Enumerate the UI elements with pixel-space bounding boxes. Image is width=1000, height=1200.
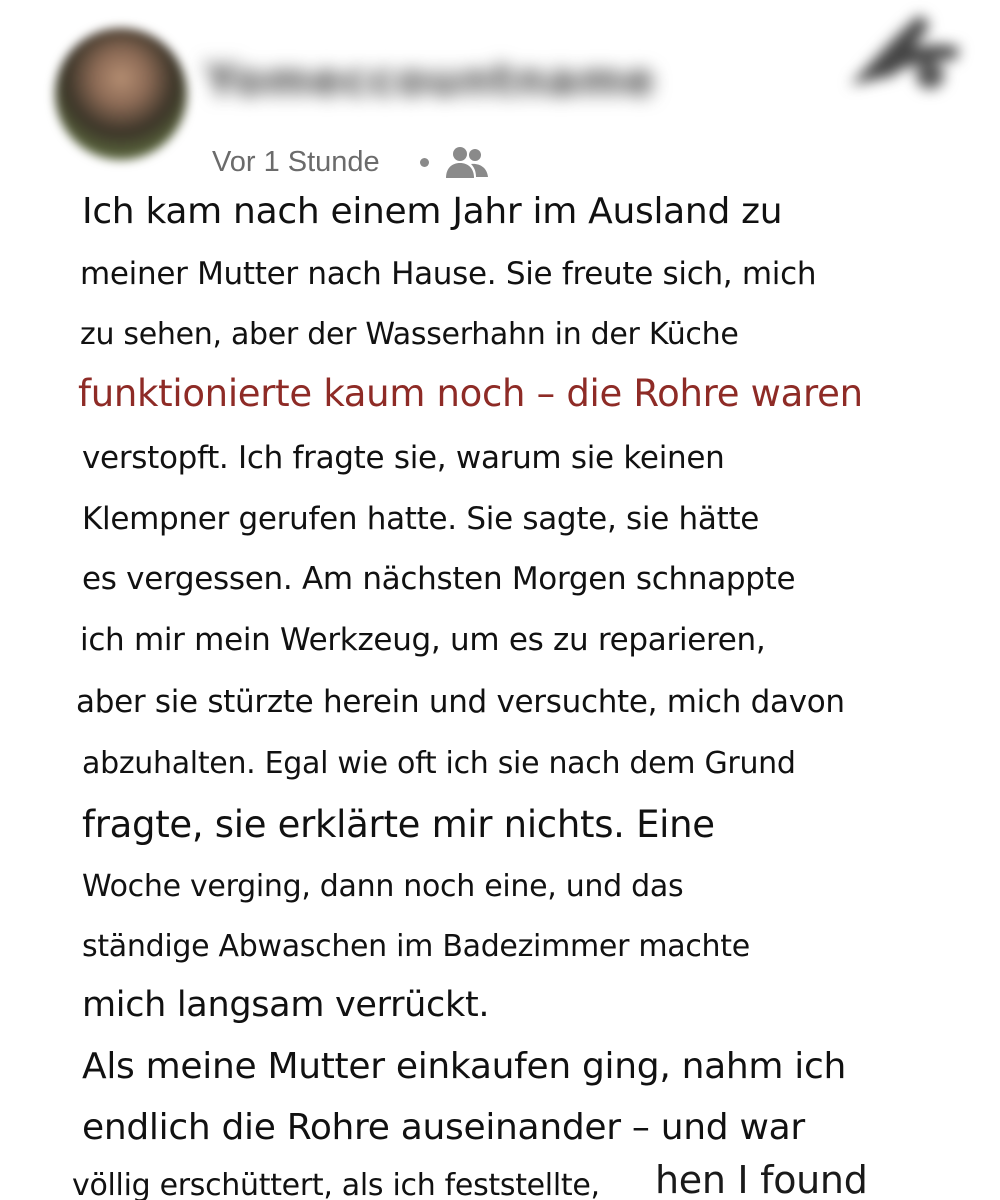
avatar[interactable] [55, 28, 187, 160]
post-text-line: abzuhalten. Egal wie oft ich sie nach dem Grund [82, 746, 796, 781]
post-text-line: endlich die Rohre auseinander – und war [82, 1107, 805, 1148]
post-text-line-highlighted: funktionierte kaum noch – die Rohre waren [78, 372, 863, 415]
post-text-line: ich mir mein Werkzeug, um es zu reparieren, [80, 622, 766, 658]
post-time: Vor 1 Stunde [212, 145, 380, 178]
post-text-line: aber sie stürzte herein und versuchte, mich davon [76, 684, 845, 720]
post-text-line: verstopft. Ich fragte sie, warum sie keinen [82, 440, 725, 476]
post-text-line: es vergessen. Am nächsten Morgen schnappte [82, 561, 796, 597]
blurred-logo-icon [835, 0, 970, 110]
post-meta [212, 142, 491, 182]
post-text-line: zu sehen, aber der Wasserhahn in der Küche [80, 317, 739, 352]
post-text-line: Als meine Mutter einkaufen ging, nahm ich [82, 1046, 847, 1087]
post-text-line: meiner Mutter nach Hause. Sie freute sich, mich [80, 256, 817, 292]
overlay-caption-text: hen I found [655, 1158, 868, 1200]
separator-dot [420, 158, 429, 167]
post-text-line-cut: völlig erschüttert, als ich feststellte, [72, 1168, 600, 1200]
people-icon[interactable] [443, 142, 491, 182]
post-text-line: Ich kam nach einem Jahr im Ausland zu [82, 191, 783, 232]
post-text-line: mich langsam verrückt. [82, 985, 490, 1025]
post-header [0, 0, 1000, 190]
account-name[interactable]: Yomeccountname [205, 55, 656, 106]
post-text-line: Woche verging, dann noch eine, und das [82, 869, 684, 904]
post-text-line: Klempner gerufen hatte. Sie sagte, sie hätte [82, 501, 760, 537]
post-text-line: fragte, sie erklärte mir nichts. Eine [82, 803, 715, 846]
post-text-line: ständige Abwaschen im Badezimmer machte [82, 929, 750, 964]
